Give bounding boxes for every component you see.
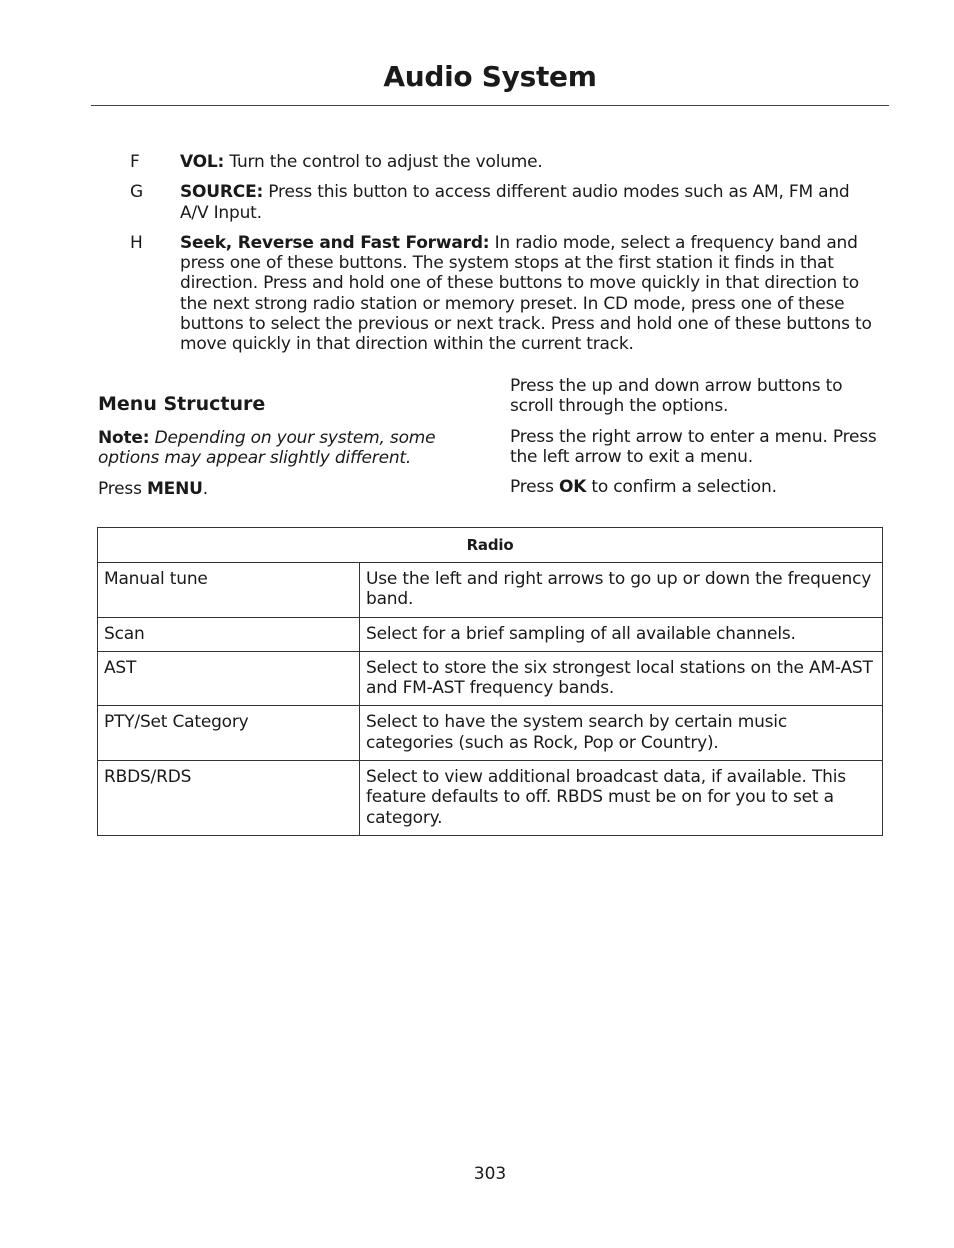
control-key-description — [180, 233, 880, 355]
menu-structure-heading: Menu Structure — [98, 393, 266, 415]
ok-prefix: Press — [510, 477, 559, 498]
control-key-text: Press this button to access different audio modes such as AM, FM and A/V Input. — [180, 182, 850, 223]
control-key-list — [98, 152, 888, 365]
table-header-radio: Radio — [98, 528, 883, 563]
scroll-instruction: Press the up and down arrow buttons to scroll through the options. — [510, 376, 843, 417]
control-key-label: SOURCE: — [180, 182, 264, 203]
table-cell-description: Use the left and right arrows to go up or down the frequency band. — [360, 563, 883, 618]
table-cell-item: Scan — [98, 617, 360, 651]
control-key-item — [98, 182, 888, 223]
note-paragraph — [98, 428, 468, 469]
table-cell-item: AST — [98, 651, 360, 706]
table-cell-description: Select for a brief sampling of all available channels. — [360, 617, 883, 651]
note-text: Depending on your system, some options may appear slightly different. — [98, 428, 436, 469]
page-number: 303 — [473, 1164, 507, 1184]
table-row — [98, 617, 883, 651]
table-cell-description: Select to store the six strongest local stations on the AM-AST and FM-AST frequency bands. — [360, 651, 883, 706]
press-menu-paragraph — [98, 479, 468, 499]
menu-structure-right-column — [510, 376, 890, 507]
control-key-label: Seek, Reverse and Fast Forward: — [180, 232, 490, 253]
radio-menu-table — [97, 527, 883, 836]
confirm-instruction — [510, 477, 890, 497]
control-key-text: In radio mode, select a frequency band and press one of these buttons. The system stops at the first station it finds in that direction. Press and hold one of these buttons to move quickly in that direction to the next strong radio station or memory preset. In CD mode, press one of these buttons to select the previous or next track. Press and hold one of these buttons to move quickly in that direction within the current track. — [180, 232, 872, 355]
ok-suffix: to confirm a selection. — [586, 477, 777, 498]
table-cell-item: Manual tune — [98, 563, 360, 618]
control-key-letter: H — [130, 232, 143, 253]
ok-key-label: OK — [558, 477, 587, 498]
table-row — [98, 706, 883, 761]
control-key-text: Turn the control to adjust the volume. — [224, 152, 543, 172]
table-cell-description: Select to have the system search by certain music categories (such as Rock, Pop or Country). — [360, 706, 883, 761]
table-cell-description: Select to view additional broadcast data, if available. This feature defaults to off. RBDS must be on for you to set a category. — [360, 761, 883, 836]
table-cell-item: PTY/Set Category — [98, 706, 360, 761]
control-key-letter: F — [130, 152, 140, 172]
control-key-description — [180, 152, 880, 172]
table-cell-item: RBDS/RDS — [98, 761, 360, 836]
table-row — [98, 651, 883, 706]
control-key-letter: G — [130, 182, 144, 203]
control-key-item — [98, 152, 888, 172]
press-prefix: Press — [98, 478, 147, 499]
page-title: Audio System — [383, 60, 597, 93]
note-label: Note: — [98, 428, 150, 448]
control-key-description — [180, 182, 880, 223]
table-row — [98, 563, 883, 618]
table-row — [98, 761, 883, 836]
control-key-label: VOL: — [180, 152, 225, 172]
title-divider — [91, 105, 889, 106]
press-suffix: . — [202, 478, 208, 499]
control-key-item — [98, 233, 888, 355]
table-header-row — [98, 528, 883, 563]
menu-structure-left-column — [98, 392, 468, 509]
menu-key-label: MENU — [146, 478, 203, 499]
enter-exit-instruction: Press the right arrow to enter a menu. Press the left arrow to exit a menu. — [510, 426, 877, 467]
